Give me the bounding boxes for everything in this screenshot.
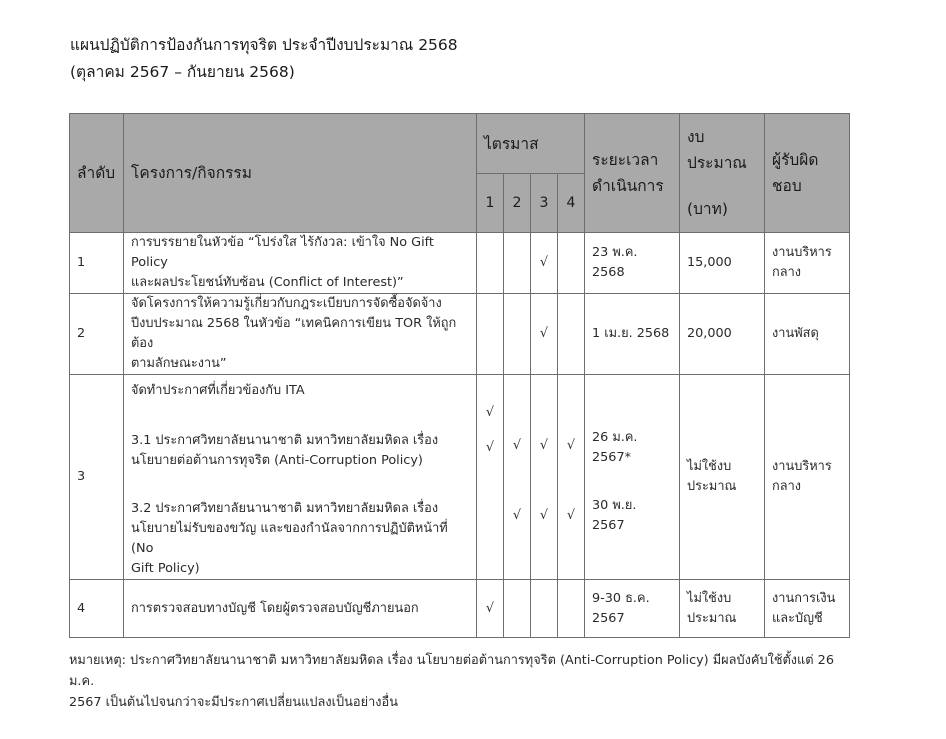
row-3-q1 <box>477 375 504 580</box>
footnote-line-2: 2567 เป็นต้นไปจนกว่าจะมีประกาศเปลี่ยนแปลงเป็นอย่างอื่น <box>69 695 398 710</box>
row-3-owner-line-2: กลาง <box>772 479 802 494</box>
row-4-budget-line-2: ประมาณ <box>687 610 737 626</box>
row-3-sub1-line-1: 3.1 ประกาศวิทยาลัยนานาชาติ มหาวิทยาลัยมหิดล เรื่อง <box>131 433 439 448</box>
row-4-budget-line-1: ไม่ใช้งบ <box>687 590 732 606</box>
action-plan-table <box>69 113 850 638</box>
title-line-1: แผนปฏิบัติการป้องกันการทุจริต ประจำปีงบประมาณ 2568 <box>70 36 458 54</box>
row-2-activity-line-1: จัดโครงการให้ความรู้เกี่ยวกับกฎระเบียบการจัดซื้อจัดจ้าง <box>131 296 442 311</box>
row-2-q4 <box>558 294 585 375</box>
row-3-q2-check-icon-a: √ <box>512 438 522 453</box>
header-row-1 <box>70 114 850 174</box>
row-4-period-line-2: 2567 <box>592 610 625 626</box>
row-1-owner <box>765 233 850 294</box>
header-quarter: ไตรมาส <box>477 114 585 174</box>
row-3-no: 3 <box>70 375 124 580</box>
row-2-no: 2 <box>70 294 124 375</box>
row-3-q1-check-icon-b: √ <box>485 440 495 455</box>
row-4-q1-check-icon: √ <box>477 580 504 638</box>
footnote-line-1: หมายเหตุ: ประกาศวิทยาลัยนานาชาติ มหาวิทยาลัยมหิดล เรื่อง นโยบายต่อต้านการทุจริต (Anti-Corruption Policy) มีผลบังคับใช้ตั้งแต่ 26 ม.ค. <box>69 653 834 689</box>
row-3-period-b: 30 พ.ย. 2567 <box>592 498 637 533</box>
row-2-q1 <box>477 294 504 375</box>
row-4-owner-line-1: งานการเงิน <box>772 590 836 606</box>
row-2-activity-line-3: ตามลักษณะงาน” <box>131 356 227 371</box>
row-2-q2 <box>504 294 531 375</box>
row-1-q1 <box>477 233 504 294</box>
row-3-q4-check-icon-b: √ <box>566 508 576 523</box>
row-1-activity-line-1: การบรรยายในหัวข้อ “โปร่งใส ไร้กังวล: เข้าใจ No Gift Policy <box>131 235 434 270</box>
row-4-owner-line-2: และบัญชี <box>772 610 823 626</box>
row-3-budget <box>680 375 765 580</box>
title-line-2: (ตุลาคม 2567 – กันยายน 2568) <box>70 63 295 81</box>
header-budget <box>680 114 765 233</box>
row-3-period <box>585 375 680 580</box>
header-q3: 3 <box>531 174 558 233</box>
row-4-q2 <box>504 580 531 638</box>
header-owner-line-2: ชอบ <box>772 177 802 195</box>
row-1-no: 1 <box>70 233 124 294</box>
header-no: ลำดับ <box>70 114 124 233</box>
header-period-line-2: ดำเนินการ <box>592 177 664 195</box>
row-3-q2 <box>504 375 531 580</box>
row-3-owner-line-1: งานบริหาร <box>772 459 832 474</box>
row-3-activity-head: จัดทำประกาศที่เกี่ยวข้องกับ ITA <box>131 383 305 398</box>
row-3-sub1-line-2: นโยบายต่อต้านการทุจริต (Anti-Corruption Policy) <box>131 453 423 468</box>
row-3-q3 <box>531 375 558 580</box>
header-q4: 4 <box>558 174 585 233</box>
row-1-activity <box>124 233 477 294</box>
row-1-activity-line-2: และผลประโยชน์ทับซ้อน (Conflict of Interest)” <box>131 275 404 290</box>
row-2-activity-line-2: ปีงบประมาณ 2568 ในหัวข้อ “เทคนิคการเขียน TOR ให้ถูกต้อง <box>131 316 457 351</box>
row-4-period-line-1: 9-30 ธ.ค. <box>592 590 650 606</box>
row-2-q3-check-icon: √ <box>531 294 558 375</box>
row-4-period <box>585 580 680 638</box>
header-budget-line-2: ประมาณ <box>687 154 747 172</box>
row-2-owner: งานพัสดุ <box>765 294 850 375</box>
row-1-period: 23 พ.ค. 2568 <box>585 233 680 294</box>
row-3-sub2-line-2: นโยบายไม่รับของขวัญ และของกำนัลจากการปฏิบัติหน้าที่ (No <box>131 521 448 556</box>
row-1-budget: 15,000 <box>680 233 765 294</box>
row-2-activity <box>124 294 477 375</box>
row-3-sub2-line-3: Gift Policy) <box>131 561 200 576</box>
row-2-budget: 20,000 <box>680 294 765 375</box>
row-3-owner <box>765 375 850 580</box>
table-row <box>70 233 850 294</box>
row-3-q3-check-icon-b: √ <box>539 508 549 523</box>
row-3-q4 <box>558 375 585 580</box>
row-3-sub2-line-1: 3.2 ประกาศวิทยาลัยนานาชาติ มหาวิทยาลัยมหิดล เรื่อง <box>131 501 439 516</box>
row-3-q4-check-icon-a: √ <box>566 438 576 453</box>
header-project: โครงการ/กิจกรรม <box>124 114 477 233</box>
header-budget-line-1: งบ <box>687 128 705 146</box>
table-row <box>70 580 850 638</box>
row-3-budget-line-1: ไม่ใช้งบ <box>687 459 732 474</box>
row-1-q2 <box>504 233 531 294</box>
row-4-q3 <box>531 580 558 638</box>
header-period <box>585 114 680 233</box>
header-owner <box>765 114 850 233</box>
row-3-period-a-line-2: 2567* <box>592 450 631 465</box>
row-1-q3-check-icon: √ <box>531 233 558 294</box>
row-2-period: 1 เม.ย. 2568 <box>585 294 680 375</box>
row-1-q4 <box>558 233 585 294</box>
header-period-line-1: ระยะเวลา <box>592 151 659 169</box>
table-row <box>70 294 850 375</box>
row-4-q4 <box>558 580 585 638</box>
row-4-owner <box>765 580 850 638</box>
header-q2: 2 <box>504 174 531 233</box>
row-4-activity: การตรวจสอบทางบัญชี โดยผู้ตรวจสอบบัญชีภายนอก <box>124 580 477 638</box>
document-title <box>70 32 458 86</box>
header-q1: 1 <box>477 174 504 233</box>
row-3-q1-check-icon-a: √ <box>485 405 495 420</box>
row-3-period-a-line-1: 26 ม.ค. <box>592 430 638 445</box>
header-owner-line-1: ผู้รับผิด <box>772 151 819 169</box>
row-4-no: 4 <box>70 580 124 638</box>
header-budget-line-3: (บาท) <box>687 200 728 218</box>
row-3-q3-check-icon-a: √ <box>539 438 549 453</box>
row-1-owner-line-1: งานบริหาร <box>772 245 832 260</box>
footnote <box>69 650 859 713</box>
row-1-owner-line-2: กลาง <box>772 265 802 280</box>
row-3-budget-line-2: ประมาณ <box>687 479 737 494</box>
row-3-activity <box>124 375 477 580</box>
table-row <box>70 375 850 580</box>
row-3-q2-check-icon-b: √ <box>512 508 522 523</box>
row-4-budget <box>680 580 765 638</box>
